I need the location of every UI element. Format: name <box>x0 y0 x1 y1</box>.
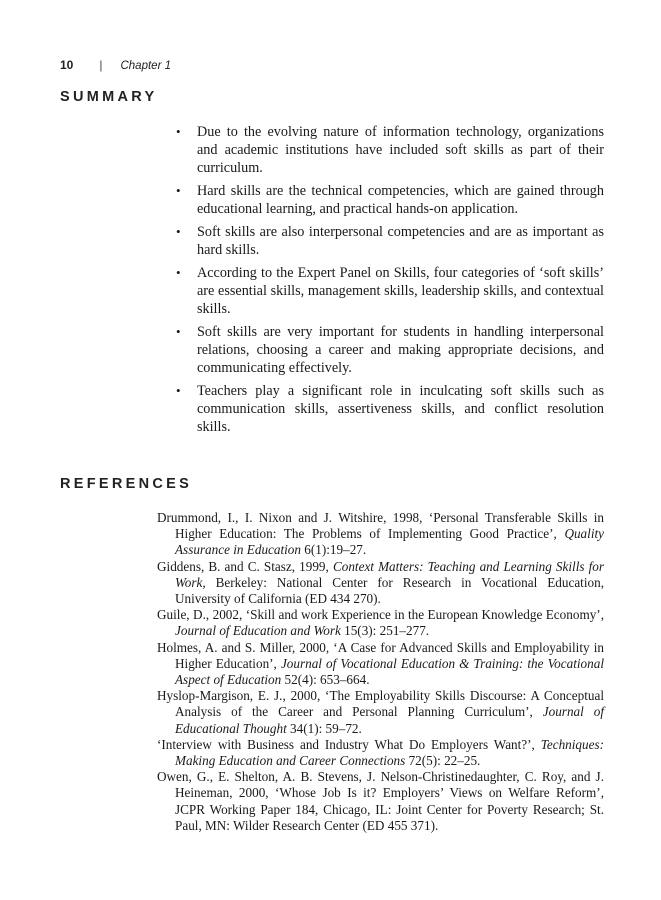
reference-details: 52(4): 653–664. <box>281 672 370 688</box>
reference-source: Quality Assurance in Education <box>175 526 604 558</box>
header-separator: | <box>99 58 103 72</box>
reference-text: Owen, G., E. Shelton, A. B. Stevens, J. Nelson-Christinedaughter, C. Roy, and J. Heineman, 2000, ‘Whose Job Is it? Employers’ Views on Welfare Reform’, JCPR Working Paper 184, Chicago, IL: Joint Center for Poverty Research; St. Paul, MN: Wilder Research Center (ED 455 371). <box>157 769 604 833</box>
reference-entry <box>157 688 604 737</box>
bullet-icon: • <box>176 183 181 198</box>
reference-details: 15(3): 251–277. <box>340 623 430 639</box>
bullet-icon: • <box>176 224 181 239</box>
reference-source: Context Matters: Teaching and Learning Skills for Work, <box>175 558 604 590</box>
summary-bullet-text: Teachers play a significant role in inculcating soft skills such as communication skills, assertiveness skills, and conflict resolution skills. <box>197 383 604 435</box>
reference-details: 72(5): 22–25. <box>405 753 481 769</box>
chapter-label: Chapter 1 <box>120 60 171 72</box>
summary-bullet <box>174 323 604 377</box>
page-number: 10 <box>60 58 74 72</box>
reference-text: Hyslop-Margison, E. J., 2000, ‘The Employability Skills Discourse: A Conceptual Analysis of the Career and Personal Planning Curriculum’, <box>157 688 604 720</box>
references-heading: REFERENCES <box>60 476 193 492</box>
reference-entry <box>157 737 604 769</box>
summary-bullet <box>174 382 604 436</box>
summary-bullet-text: According to the Expert Panel on Skills, four categories of ‘soft skills’ are essential skills, management skills, leadership skills, and contextual skills. <box>197 265 604 317</box>
reference-text: Drummond, I., I. Nixon and J. Witshire, 1998, ‘Personal Transferable Skills in Higher Education: The Problems of Implementing Good Practice’, <box>157 510 604 542</box>
summary-bullet <box>174 182 604 218</box>
summary-bullet <box>174 123 604 177</box>
reference-text: ‘Interview with Business and Industry What Do Employers Want?’, <box>157 736 541 752</box>
summary-heading: SUMMARY <box>60 89 158 105</box>
reference-entry <box>157 559 604 608</box>
reference-entry <box>157 510 604 559</box>
reference-text: Holmes, A. and S. Miller, 2000, ‘A Case for Advanced Skills and Employability in Higher Education’, <box>157 639 604 671</box>
summary-bullet-text: Soft skills are also interpersonal competencies and are as important as hard skills. <box>197 224 604 258</box>
summary-bullet-text: Soft skills are very important for students in handling interpersonal relations, choosing a career and making appropriate decisions, and communicating effectively. <box>197 324 604 376</box>
references-list <box>157 510 604 834</box>
summary-list <box>174 123 604 441</box>
reference-source: Techniques: Making Education and Career Connections <box>175 736 604 769</box>
reference-details: 34(1): 59–72. <box>286 720 362 736</box>
reference-details: 6(1):19–27. <box>301 542 367 558</box>
summary-bullet <box>174 223 604 259</box>
reference-text: Guile, D., 2002, ‘Skill and work Experience in the European Knowledge Economy’, <box>157 607 604 623</box>
bullet-icon: • <box>176 324 181 339</box>
summary-bullet-text: Due to the evolving nature of information technology, organizations and academic institutions have included soft skills as part of their curriculum. <box>197 124 604 176</box>
reference-source: Journal of Educational Thought <box>175 704 604 736</box>
reference-entry <box>157 607 604 639</box>
summary-bullet-text: Hard skills are the technical competencies, which are gained through educational learning, and practical hands-on application. <box>197 183 604 217</box>
reference-entry <box>157 769 604 834</box>
bullet-icon: • <box>176 124 181 139</box>
reference-text: Giddens, B. and C. Stasz, 1999, <box>157 558 333 574</box>
reference-entry <box>157 640 604 689</box>
reference-details: Berkeley: National Center for Research in Vocational Education, University of California (ED 434 270). <box>175 574 604 607</box>
reference-source: Journal of Education and Work <box>175 623 341 639</box>
summary-bullet <box>174 264 604 318</box>
bullet-icon: • <box>176 265 181 280</box>
running-header <box>60 58 171 72</box>
reference-source: Journal of Vocational Education & Training: the Vocational Aspect of Education <box>175 655 604 688</box>
bullet-icon: • <box>176 383 181 398</box>
